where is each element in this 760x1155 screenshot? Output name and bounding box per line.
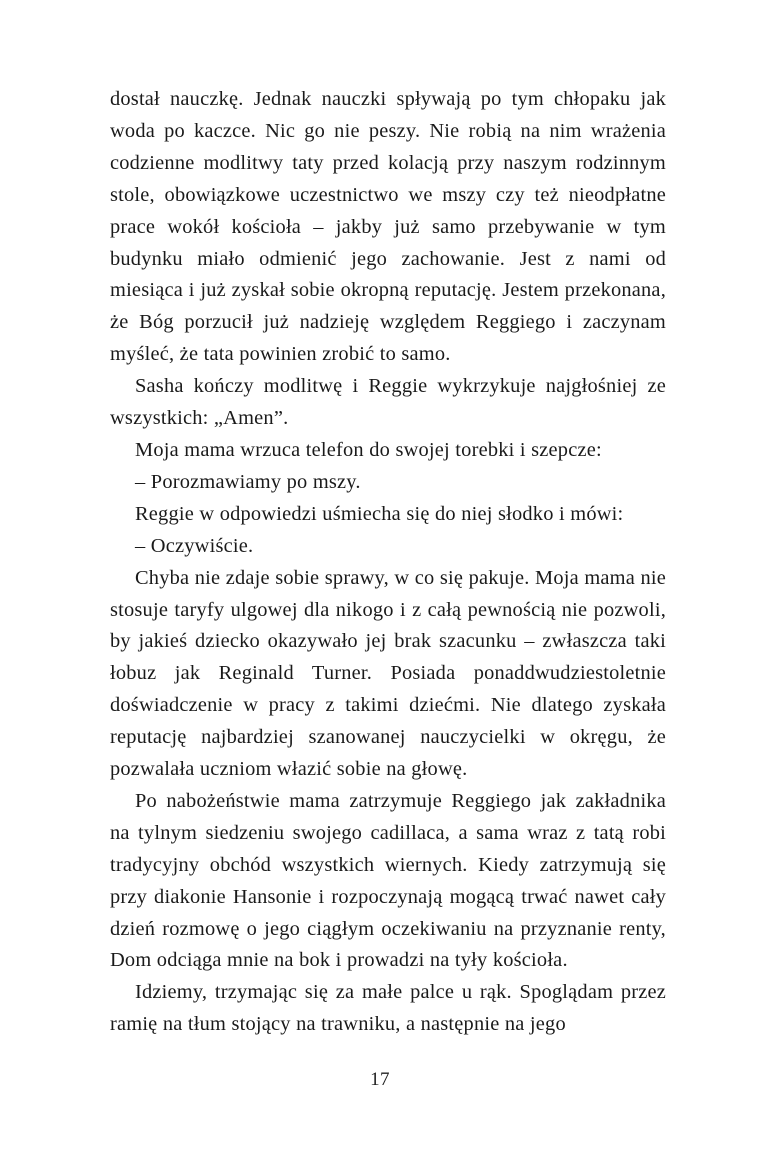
paragraph-after-service: Po nabożeństwie mama zatrzymuje Reggiego jak zakładnika na tylnym siedzeniu swojego cadillaca, a sama wraz z tatą robi tradycyjny obchód wszystkich wiernych. Kiedy zatrzymują się przy diakonie Hansonie i rozpoczynają mogącą trwać nawet cały dzień rozmowę o jego ciągłym oczekiwaniu na przyznanie renty, Dom odciąga mnie na bok i prowadzi na tyły kościoła. — [110, 789, 666, 972]
paragraph-mother-strict: Chyba nie zdaje sobie sprawy, w co się pakuje. Moja mama nie stosuje taryfy ulgowej dla nikogo i z całą pewnością nie pozwoli, by jakieś dziecko okazywało jej brak szacunku – zwłaszcza taki łobuz jak Reginald Turner. Posiada ponaddwudziestoletnie doświadczenie w pracy z takimi dziećmi. Nie dlatego zyskała reputację najbardziej szanowanej nauczycielki w okręgu, że pozwalała uczniom włazić sobie na głowę. — [110, 566, 666, 781]
paragraph-continuation: dostał nauczkę. Jednak nauczki spływają po tym chłopaku jak woda po kaczce. Nic go nie peszy. Nie robią na nim wrażenia codzienne modlitwy taty przed kolacją przy naszym rodzinnym stole, obowiązkowe uczestnictwo we mszy czy też nieodpłatne prace wokół kościoła – jakby już samo przebywanie w tym budynku miało odmienić jego zachowanie. Jest z nami od miesiąca i już zyskał sobie okropną reputację. Jestem przekonana, że Bóg porzucił już nadzieję względem Reggiego i zaczynam myśleć, że tata powinien zrobić to samo. — [110, 88, 666, 366]
page-text-block — [110, 84, 666, 1041]
dialogue-line-porozmawiamy: – Porozmawiamy po mszy. — [135, 470, 361, 493]
paragraph-reggie-smiles: Reggie w odpowiedzi uśmiecha się do niej słodko i mówi: — [135, 502, 624, 525]
paragraph-mother-phone: Moja mama wrzuca telefon do swojej torebki i szepcze: — [135, 438, 602, 461]
page-number: 17 — [370, 1069, 390, 1090]
dialogue-line-oczywiscie: – Oczywiście. — [135, 534, 254, 557]
paragraph-walking-away: Idziemy, trzymając się za małe palce u rąk. Spoglądam przez ramię na tłum stojący na trawniku, a następnie na jego — [110, 981, 666, 1036]
paragraph-sasha-prayer: Sasha kończy modlitwę i Reggie wykrzykuje najgłośniej ze wszystkich: „Amen”. — [110, 375, 666, 430]
